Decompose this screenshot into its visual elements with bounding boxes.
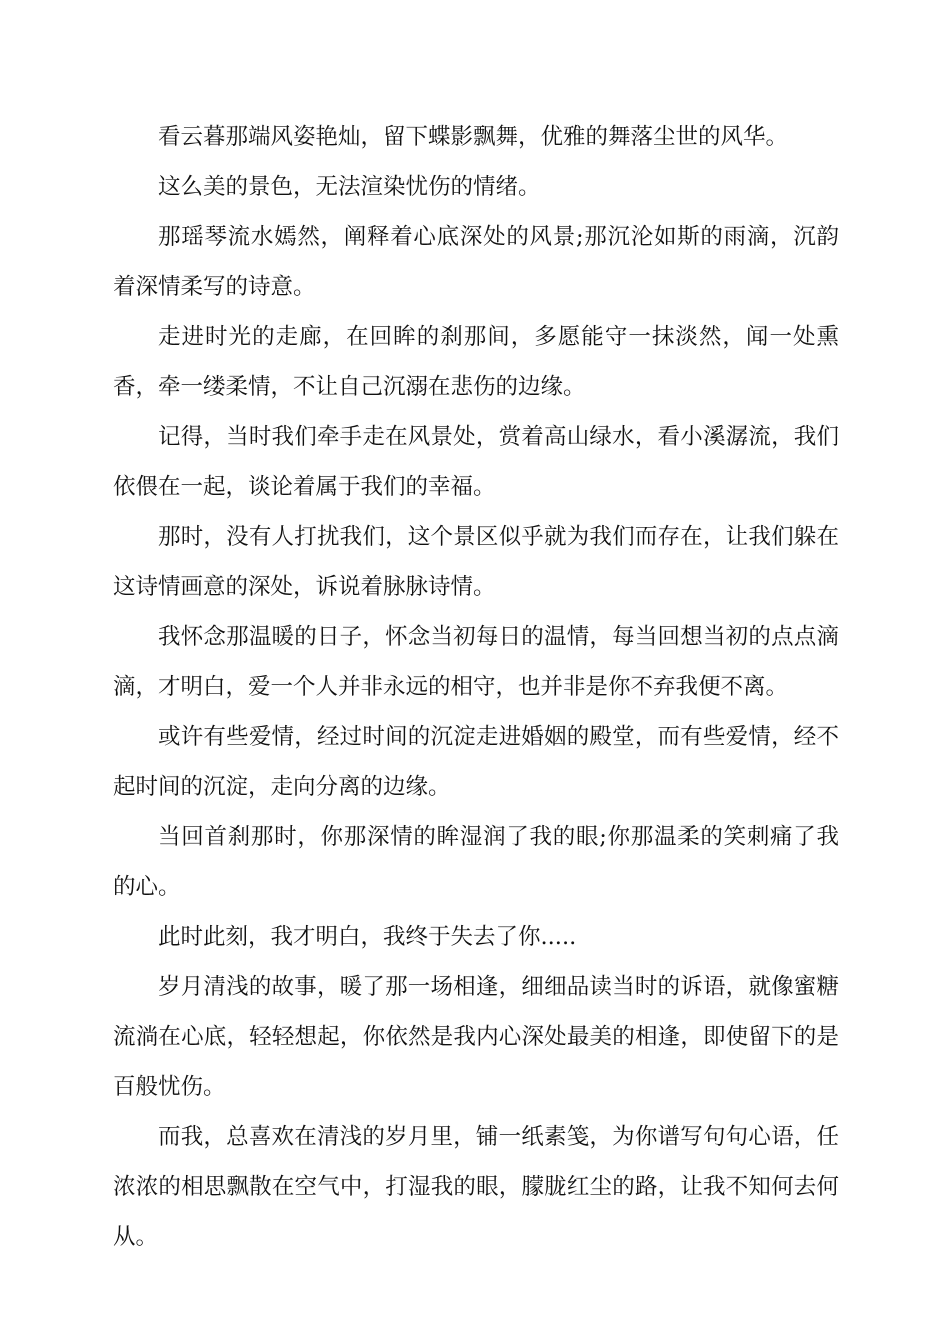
document-body: [113, 112, 839, 1262]
paragraph-8: 或许有些爱情，经过时间的沉淀走进婚姻的殿堂，而有些爱情，经不起时间的沉淀，走向分离的边缘。: [113, 724, 839, 800]
paragraph-10: 此时此刻，我才明白，我终于失去了你.....: [158, 924, 577, 950]
paragraph-7: 我怀念那温暖的日子，怀念当初每日的温情，每当回想当初的点点滴滴，才明白，爱一个人并非永远的相守，也并非是你不弃我便不离。: [113, 624, 839, 700]
paragraph-5: 记得，当时我们牵手走在风景处，赏着高山绿水，看小溪潺流，我们依偎在一起，谈论着属于我们的幸福。: [113, 424, 839, 500]
paragraph-3: 那瑶琴流水嫣然，阐释着心底深处的风景;那沉沦如斯的雨滴，沉韵着深情柔写的诗意。: [113, 224, 839, 300]
paragraph-1: 看云暮那端风姿艳灿，留下蝶影飘舞，优雅的舞落尘世的风华。: [158, 124, 789, 150]
paragraph-4: 走进时光的走廊，在回眸的刹那间，多愿能守一抹淡然，闻一处熏香，牵一缕柔情，不让自己沉溺在悲伤的边缘。: [113, 324, 839, 400]
paragraph-9: 当回首刹那时，你那深情的眸湿润了我的眼;你那温柔的笑刺痛了我的心。: [113, 824, 839, 900]
paragraph-6: 那时，没有人打扰我们，这个景区似乎就为我们而存在，让我们躲在这诗情画意的深处，诉说着脉脉诗情。: [113, 524, 839, 600]
paragraph-12: 而我，总喜欢在清浅的岁月里，铺一纸素笺，为你谱写句句心语，任浓浓的相思飘散在空气中，打湿我的眼，朦胧红尘的路，让我不知何去何从。: [113, 1124, 839, 1250]
paragraph-11: 岁月清浅的故事，暖了那一场相逢，细细品读当时的诉语，就像蜜糖流淌在心底，轻轻想起，你依然是我内心深处最美的相逢，即使留下的是百般忧伤。: [113, 974, 839, 1100]
paragraph-2: 这么美的景色，无法渲染忧伤的情绪。: [158, 174, 541, 200]
